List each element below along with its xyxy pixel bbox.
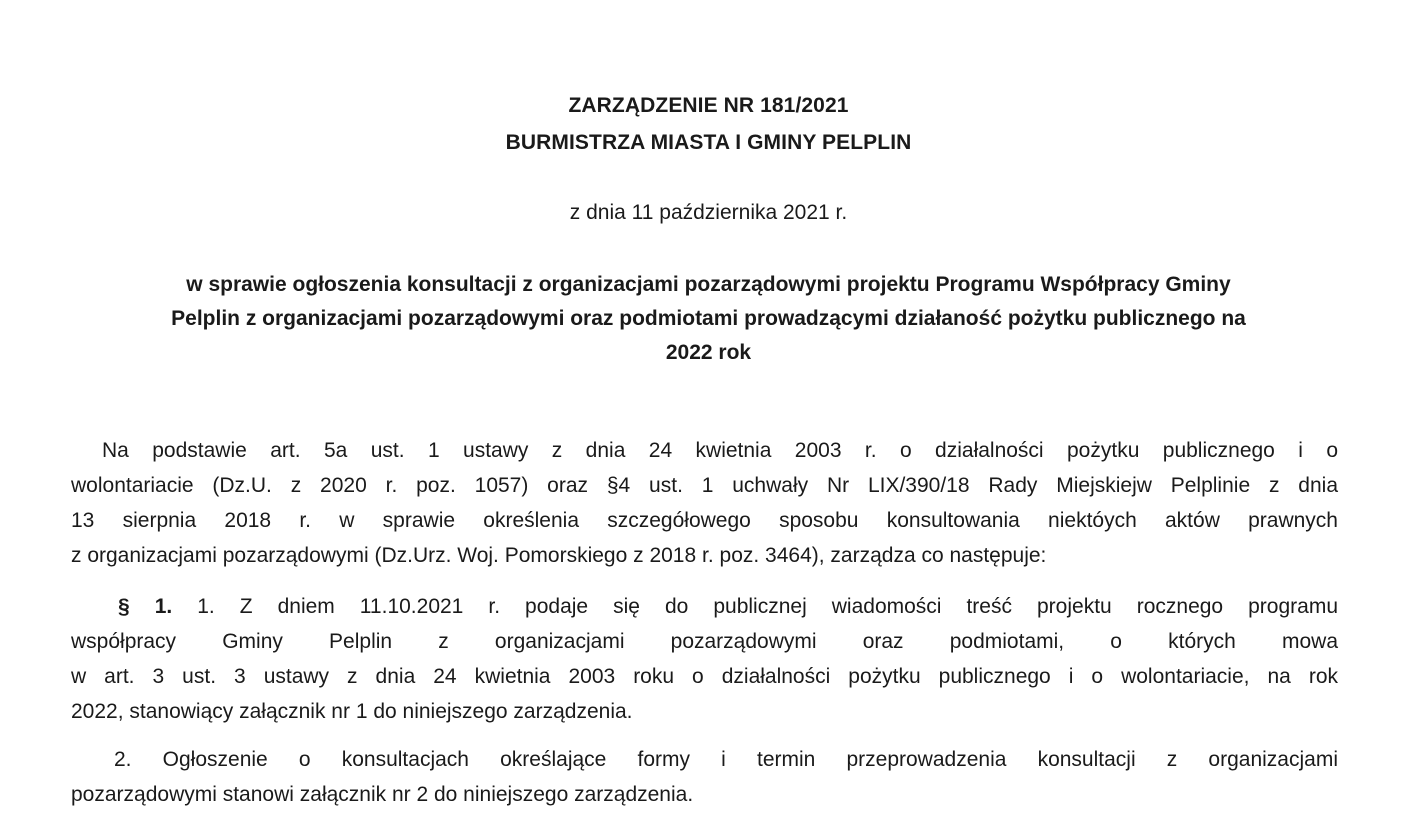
preamble-line-2: wolontariacie (Dz.U. z 2020 r. poz. 1057) oraz §4 ust. 1 uchwały Nr LIX/390/18 Rady Miejskiejw Pelplinie z dnia bbox=[71, 474, 1338, 497]
preamble-line-3: 13 sierpnia 2018 r. w sprawie określenia szczegółowego sposobu konsultowania niektóych aktów prawnych bbox=[71, 509, 1338, 532]
document-title: ZARZĄDZENIE NR 181/2021 bbox=[568, 94, 849, 117]
section1-mark: § 1. bbox=[118, 595, 173, 618]
subject-line-3: 2022 rok bbox=[665, 341, 752, 364]
preamble-line-1: Na podstawie art. 5a ust. 1 ustawy z dnia 24 kwietnia 2003 r. o działalności pożytku publicznego i o bbox=[102, 439, 1338, 462]
section1-line-1-text: 1. Z dniem 11.10.2021 r. podaje się do publicznej wiadomości treść projektu rocznego programu bbox=[197, 595, 1338, 618]
document-date: z dnia 11 października 2021 r. bbox=[569, 201, 848, 224]
section2-line-2: pozarządowymi stanowi załącznik nr 2 do niniejszego zarządzenia. bbox=[71, 783, 694, 806]
section1-line-2: współpracy Gminy Pelplin z organizacjami pozarządowymi oraz podmiotami, o których mowa bbox=[71, 630, 1338, 653]
document-issuer: BURMISTRZA MIASTA I GMINY PELPLIN bbox=[505, 131, 912, 154]
section1-line-4: 2022, stanowiący załącznik nr 1 do niniejszego zarządzenia. bbox=[71, 700, 633, 723]
section1-line-1 bbox=[118, 593, 1338, 621]
subject-line-1: w sprawie ogłoszenia konsultacji z organizacjami pozarządowymi projektu Programu Współpracy Gminy bbox=[186, 273, 1231, 296]
preamble-line-4: z organizacjami pozarządowymi (Dz.Urz. Woj. Pomorskiego z 2018 r. poz. 3464), zarządza co następuje: bbox=[71, 544, 1047, 567]
section1-line-3: w art. 3 ust. 3 ustawy z dnia 24 kwietnia 2003 roku o działalności pożytku publicznego i o wolontariacie, na rok bbox=[71, 665, 1338, 688]
subject-line-2: Pelplin z organizacjami pozarządowymi oraz podmiotami prowadzącymi działaność pożytku publicznego na bbox=[171, 307, 1246, 330]
section2-line-1: 2. Ogłoszenie o konsultacjach określające formy i termin przeprowadzenia konsultacji z organizacjami bbox=[114, 748, 1338, 771]
